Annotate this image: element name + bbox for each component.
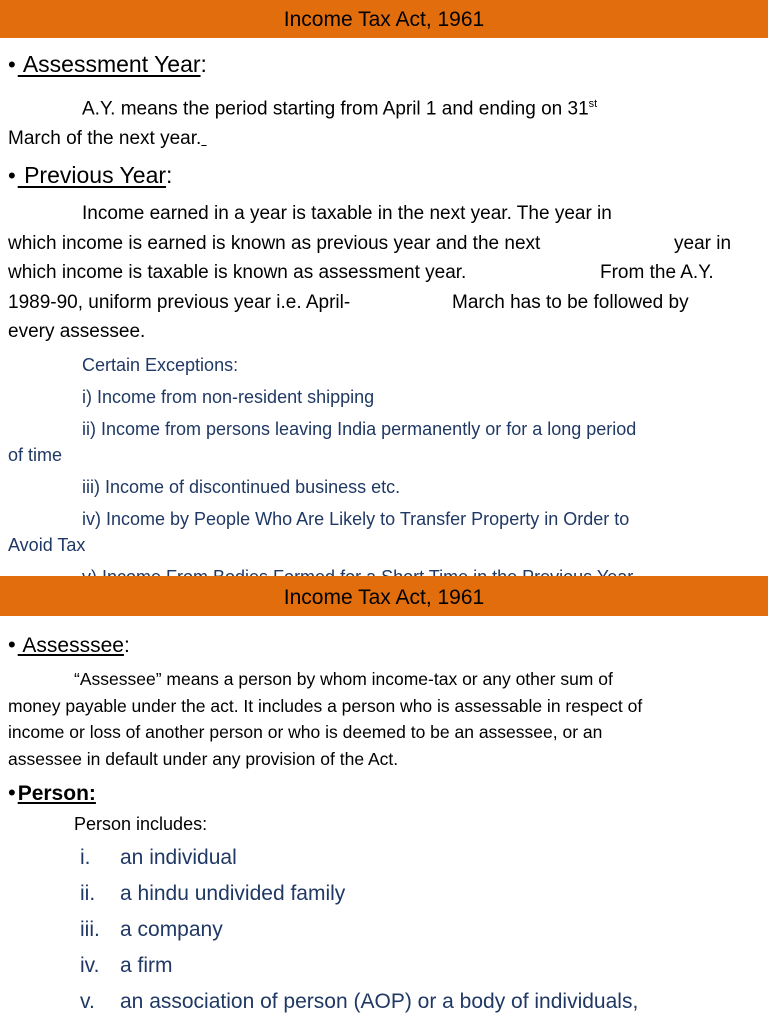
exceptions-list [8,352,760,590]
assessee-definition [8,666,760,772]
py-line: which income is taxable is known as assessment year. [8,262,467,283]
py-line: From the A.Y. [600,262,714,283]
item-number: v. [80,990,95,1013]
py-line: every assessee. [8,321,146,342]
item-text: a hindu undivided family [120,882,346,905]
person-item [80,918,760,954]
bullet-icon: • [8,52,16,77]
person-heading [8,780,96,806]
bullet-icon: • [8,163,16,188]
py-line: Income earned in a year is taxable in the next year. The year in [82,203,612,224]
exception-item: Avoid Tax [8,535,86,555]
assessee-line: assessee in default under any provision of the Act. [8,748,399,769]
item-number: iii. [80,918,100,941]
ay-line-1: A.Y. means the period starting from April 1 and ending on 31 [82,98,589,120]
previous-year-heading [8,162,172,189]
person-label: Person: [17,782,96,805]
colon: : [123,634,130,657]
assessee-heading [8,632,130,658]
exception-item: i) Income from non-resident shipping [82,387,375,407]
person-intro: Person includes: [74,814,208,834]
slide-2-title: Income Tax Act, 1961 [0,576,768,616]
assessment-year-definition [8,90,760,153]
slide-2 [0,576,768,1024]
exception-item: iii) Income of discontinued business etc. [82,477,401,497]
item-text: a firm [120,954,173,977]
previous-year-definition [8,199,760,347]
item-text: an association of person (AOP) or a body of individuals, [120,990,639,1013]
item-number: i. [80,846,91,869]
bullet-icon: • [8,632,16,657]
exceptions-heading: Certain Exceptions: [82,355,239,375]
person-item [80,882,760,918]
assessment-year-heading [8,51,207,78]
assessment-year-label: Assessment Year [17,51,201,77]
bullet-icon: • [8,780,16,805]
slide-1-title: Income Tax Act, 1961 [0,0,768,38]
assessee-line: income or loss of another person or who is deemed to be an assessee, or an [8,722,603,742]
py-line: year in [674,232,732,254]
previous-year-label: Previous Year [17,162,167,188]
exception-item: of time [8,445,63,465]
item-number: iv. [80,954,100,977]
exception-item: ii) Income from persons leaving India permanently or for a long period [82,419,637,439]
item-text: an individual [120,846,237,869]
assessee-line: money payable under the act. It includes a person who is assessable in respect of [8,695,643,716]
person-item [80,954,760,990]
item-text: a company [120,918,223,941]
ay-sup: st [588,98,598,110]
exception-item: iv) Income by People Who Are Likely to Transfer Property in Order to [82,509,630,529]
py-line: March has to be followed by [452,291,689,313]
person-item [80,846,760,882]
item-number: ii. [80,882,96,905]
colon: : [200,51,207,77]
ay-line-2: March of the next year. [8,127,202,149]
assessee-line: “Assessee” means a person by whom income-tax or any other sum of [74,669,613,689]
assessee-label: Assesssee [17,634,124,657]
colon: : [166,162,173,188]
person-item [80,990,760,1024]
py-line: 1989-90, uniform previous year i.e. April- [8,291,351,313]
py-line: which income is earned is known as previous year and the next [8,232,541,254]
